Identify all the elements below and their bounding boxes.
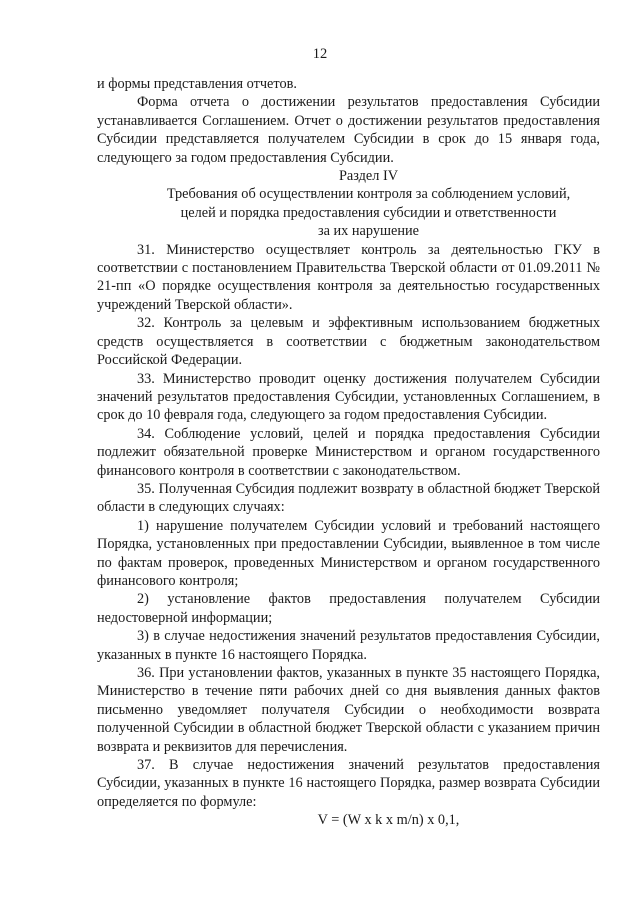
- list-item-3: 3) в случае недостижения значений результатов предоставления Субсидии, указанных в пункте 16 настоящего Порядка.: [97, 628, 600, 663]
- paragraph-36: 36. При установлении фактов, указанных в пункте 35 настоящего Порядка, Министерство в течение пяти рабочих дней со дня выявления данных фактов письменно уведомляет получателя Субсидии о необходимости возврата полученной Субсидии в областной бюджет Тверской области с указанием причин возврата и реквизитов для перечисления.: [97, 665, 600, 755]
- paragraph-31: 31. Министерство осуществляет контроль за деятельностью ГКУ в соответствии с постановлением Правительства Тверской области от 01.09.2011 № 21-пп «О порядке осуществления контроля за деятельностью государственных учреждений Тверской области».: [97, 241, 600, 313]
- paragraph-32: 32. Контроль за целевым и эффективным использованием бюджетных средств осуществляется в соответствии с бюджетным законодательством Российской Федерации.: [97, 315, 600, 369]
- section-subtitle: [97, 185, 600, 240]
- section-title: Раздел IV: [338, 168, 399, 185]
- document-body: [97, 75, 600, 830]
- list-item-1: 1) нарушение получателем Субсидии условий и требований настоящего Порядка, установленных при предоставлении Субсидии, выявленное в том числе по фактам проверок, проведенных Министерством и органом государственного финансового контроля;: [97, 517, 600, 589]
- section-subtitle-line: целей и порядка предоставления субсидии и ответственности: [180, 204, 557, 221]
- section-subtitle-line: за их нарушение: [317, 223, 420, 240]
- intro-paragraph: Форма отчета о достижении результатов предоставления Субсидии устанавливается Соглашением. Отчет о достижении результатов предоставления Субсидии представляется получателем Субсидии в срок до 15 января года, следующего за годом предоставления Субсидии.: [97, 94, 600, 166]
- formula: V = (W x k x m/n) x 0,1,: [317, 812, 460, 829]
- list-item-2: 2) установление фактов предоставления получателем Субсидии недостоверной информации;: [97, 591, 600, 626]
- paragraph-33: 33. Министерство проводит оценку достижения получателем Субсидии значений результатов предоставления Субсидии, установленных Соглашением, в срок до 10 февраля года, следующего за годом предоставления Субсидии.: [97, 370, 600, 424]
- page-number: 12: [312, 46, 328, 62]
- section-subtitle-line: Требования об осуществлении контроля за соблюдением условий,: [166, 186, 571, 203]
- paragraph-37: 37. В случае недостижения значений результатов предоставления Субсидии, указанных в пункте 16 настоящего Порядка, размер возврата Субсидии определяется по формуле:: [97, 757, 600, 810]
- paragraph-35: 35. Полученная Субсидия подлежит возврату в областной бюджет Тверской области в следующих случаях:: [97, 480, 600, 516]
- intro-line: и формы представления отчетов.: [97, 76, 297, 92]
- paragraph-34: 34. Соблюдение условий, целей и порядка предоставления Субсидии подлежит обязательной проверке Министерством и органом государственного финансового контроля в соответствии с законодательством.: [97, 425, 600, 479]
